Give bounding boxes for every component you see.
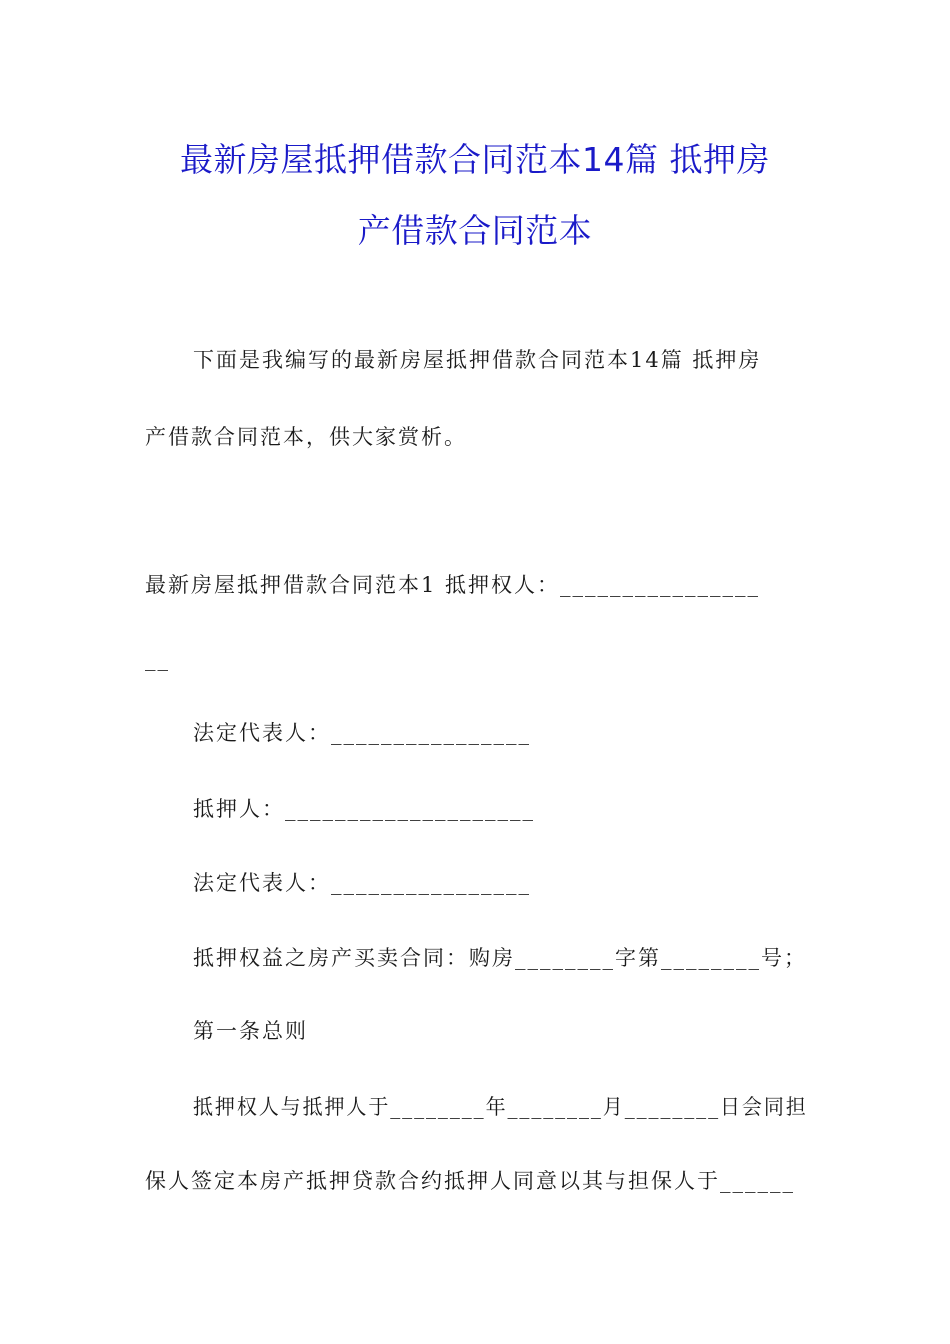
mortgagor-field: 抵押人：____________________ — [193, 797, 535, 821]
article-1-heading: 第一条总则 — [193, 1019, 308, 1043]
intro-paragraph-line-2: 产借款合同范本，供大家赏析。 — [145, 425, 467, 449]
document-title-line-2: 产借款合同范本 — [357, 211, 593, 250]
legal-representative-field-1: 法定代表人：________________ — [193, 721, 531, 745]
document-title-line-1: 最新房屋抵押借款合同范本14篇 抵押房 — [180, 140, 770, 179]
mortgage-rights-line: 抵押权益之房产买卖合同：购房________字第________号； — [193, 946, 807, 970]
article-1-line-1: 抵押权人与抵押人于________年________月________日会同担 — [193, 1095, 808, 1119]
article-1-line-2: 保人签定本房产抵押贷款合约抵押人同意以其与担保人于______ — [145, 1169, 795, 1193]
section-heading-line-2: __ — [145, 647, 170, 671]
section-heading-line-1: 最新房屋抵押借款合同范本1 抵押权人：________________ — [145, 573, 761, 597]
legal-representative-field-2: 法定代表人：________________ — [193, 871, 531, 895]
intro-paragraph-line-1: 下面是我编写的最新房屋抵押借款合同范本14篇 抵押房 — [193, 348, 762, 372]
